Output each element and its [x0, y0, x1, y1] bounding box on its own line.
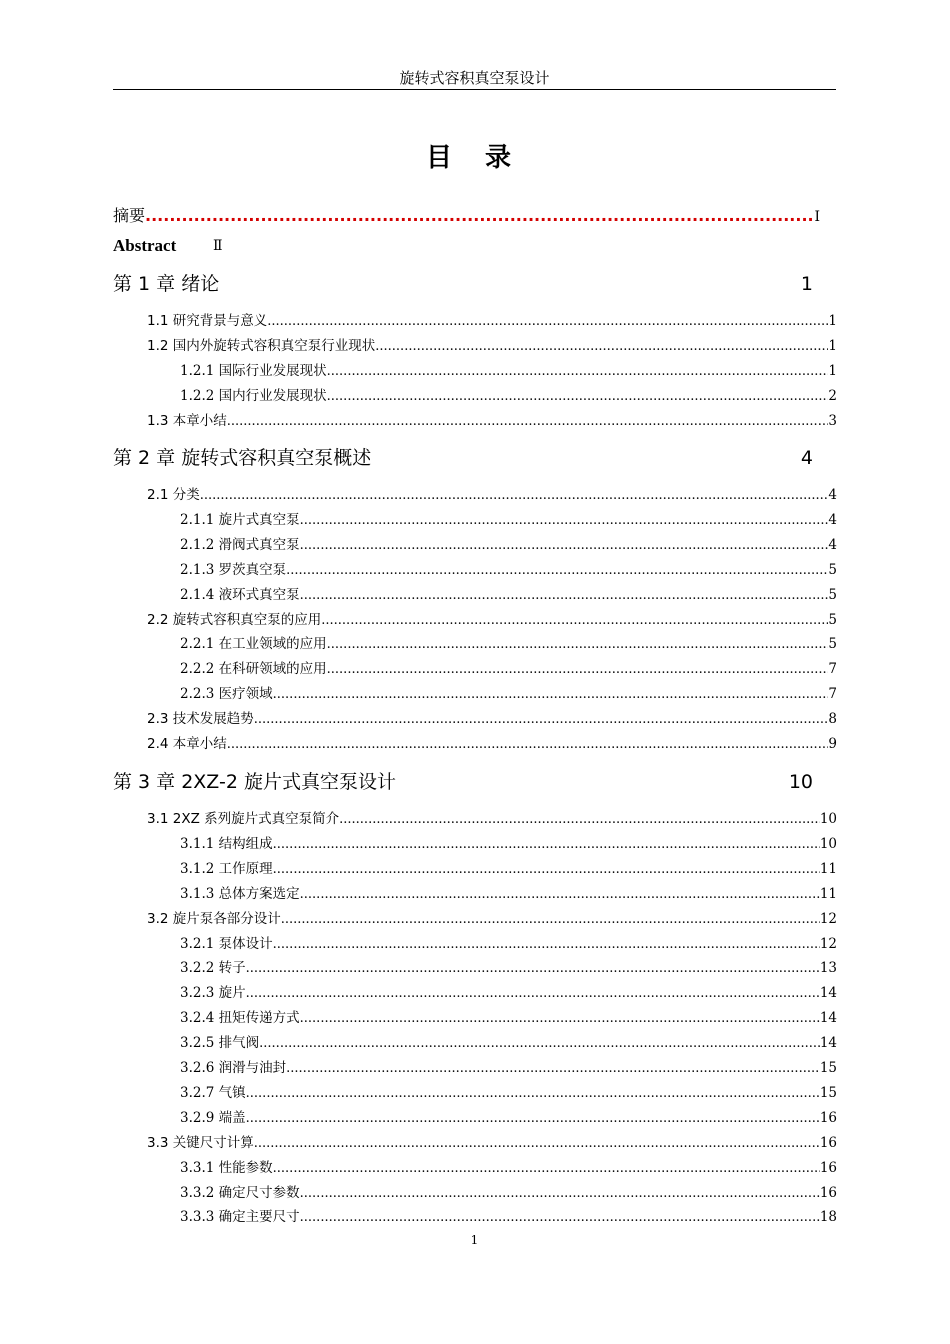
toc-entry-label: 2.1.4 液环式真空泵 — [180, 586, 300, 603]
toc-entry[interactable] — [147, 486, 837, 505]
toc-entry-page: 5 — [828, 561, 837, 578]
toc-chapter-page: 10 — [788, 771, 813, 793]
toc-entry[interactable] — [180, 685, 837, 704]
toc-chapter[interactable] — [113, 769, 813, 795]
toc-entry-label: 3.2.3 旋片 — [180, 985, 246, 1002]
dot-leader — [246, 985, 820, 1003]
dot-leader — [273, 1160, 820, 1178]
dot-leader — [254, 1135, 820, 1153]
toc-entry-label: 2.2.3 医疗领域 — [180, 686, 273, 703]
toc-entry-label: 3.2.9 端盖 — [180, 1109, 246, 1126]
toc-entry-page: Ⅰ — [814, 209, 820, 225]
toc-entry-label: 2.1.1 旋片式真空泵 — [180, 511, 300, 528]
dot-leader — [300, 1185, 820, 1203]
toc-entry-page: 18 — [819, 1209, 837, 1226]
toc-entry[interactable] — [180, 860, 837, 879]
toc-entry-page: 14 — [819, 985, 837, 1002]
dot-leader — [145, 205, 812, 227]
toc-chapter-page: 1 — [800, 273, 813, 295]
toc-entry-label: 3.1.2 工作原理 — [180, 860, 273, 877]
toc-entry[interactable] — [180, 1034, 837, 1053]
toc-entry[interactable] — [180, 1109, 837, 1128]
toc-entry-label: 2.4 本章小结 — [147, 736, 227, 752]
dot-leader — [246, 1110, 820, 1128]
dot-leader — [200, 487, 829, 505]
toc-entry[interactable] — [180, 511, 837, 530]
toc-chapter[interactable] — [113, 445, 813, 471]
toc-entry-page: 11 — [819, 860, 837, 877]
running-header: 旋转式容积真空泵设计 — [399, 69, 550, 87]
toc-entry[interactable] — [180, 1084, 837, 1103]
toc-entry-label: 3.3 关键尺寸计算 — [147, 1134, 254, 1151]
toc-entry-page: 1 — [828, 313, 837, 329]
toc-entry[interactable] — [180, 635, 837, 654]
dot-leader — [375, 338, 828, 356]
dot-leader — [267, 313, 828, 331]
toc-entry[interactable] — [180, 1184, 837, 1203]
toc-entry[interactable] — [180, 561, 837, 580]
toc-entry-abstract-en[interactable]: Abstract — [113, 236, 177, 255]
toc-entry[interactable] — [180, 1159, 837, 1178]
toc-entry-page: 3 — [828, 412, 837, 429]
toc-entry-page: 16 — [819, 1159, 837, 1176]
header-rule — [113, 89, 836, 90]
toc-entry-label: 3.2.6 润滑与油封 — [180, 1060, 287, 1076]
dot-leader — [259, 1035, 820, 1053]
toc-entry-label: 1.2.2 国内行业发展现状 — [180, 387, 327, 404]
toc-entry-label: 3.3.2 确定尺寸参数 — [180, 1184, 300, 1201]
dot-leader — [327, 636, 829, 654]
dot-leader — [273, 836, 820, 854]
dot-leader — [327, 388, 829, 406]
toc-entry-label: 1.2.1 国际行业发展现状 — [180, 362, 327, 379]
toc-entry-page: 14 — [819, 1035, 837, 1052]
toc-entry-label: 3.2.1 泵体设计 — [180, 935, 273, 952]
toc-entry-label: 3.1.3 总体方案选定 — [180, 885, 300, 902]
toc-entry-page: 2 — [828, 387, 837, 404]
toc-entry-abstract-en-page: Ⅱ — [213, 238, 223, 254]
toc-entry[interactable] — [147, 337, 837, 356]
toc-entry-page: 9 — [828, 736, 837, 752]
toc-entry-label: 3.1.1 结构组成 — [180, 835, 273, 852]
toc-entry-page: 10 — [819, 835, 837, 852]
dot-leader — [327, 363, 829, 381]
toc-entry-label: 1.2 国内外旋转式容积真空泵行业现状 — [147, 337, 376, 354]
toc-title: 目 录 — [425, 143, 524, 173]
toc-entry[interactable] — [180, 1208, 837, 1227]
dot-leader — [339, 811, 820, 829]
toc-entry-label: 2.3 技术发展趋势 — [147, 711, 254, 728]
dot-leader — [286, 562, 828, 580]
dot-leader — [300, 512, 829, 530]
toc-entry-page: 7 — [828, 686, 837, 703]
toc-entry-page: 1 — [828, 362, 837, 379]
toc-chapter-label: 第 3 章 2XZ-2 旋片式真空泵设计 — [113, 771, 396, 793]
toc-entry[interactable] — [147, 810, 837, 829]
dot-leader — [246, 960, 820, 978]
toc-entry-label: 2.1.2 滑阀式真空泵 — [180, 536, 300, 553]
dot-leader — [300, 1010, 820, 1028]
toc-entry[interactable] — [147, 910, 837, 929]
toc-entry-page: 4 — [828, 511, 837, 528]
toc-chapter-label: 第 2 章 旋转式容积真空泵概述 — [113, 447, 372, 469]
toc-entry-page: 5 — [828, 636, 837, 653]
dot-leader — [327, 661, 829, 679]
toc-entry-page: 13 — [819, 960, 837, 977]
toc-entry-label: 3.2.4 扭矩传递方式 — [180, 1010, 300, 1027]
toc-entry[interactable] — [180, 984, 837, 1003]
toc-entry-label: 3.2.5 排气阀 — [180, 1035, 260, 1052]
toc-entry-page: 1 — [828, 337, 837, 354]
toc-entry-page: 4 — [828, 536, 837, 553]
dot-leader — [273, 936, 820, 954]
toc-entry-page: 5 — [828, 611, 837, 628]
toc-entry[interactable] — [147, 312, 837, 331]
toc-entry[interactable] — [180, 1009, 837, 1028]
toc-entry-page: 11 — [819, 885, 837, 902]
toc-entry-label: 2.2.2 在科研领域的应用 — [180, 661, 327, 678]
toc-entry-page: 7 — [828, 661, 837, 678]
dot-leader — [300, 886, 820, 904]
toc-entry-label: 3.3.3 确定主要尺寸 — [180, 1209, 300, 1226]
toc-entry-page: 16 — [819, 1134, 837, 1151]
toc-entry[interactable] — [180, 660, 837, 679]
toc-entry[interactable] — [147, 1134, 837, 1153]
toc-entry-label: 3.1 2XZ 系列旋片式真空泵简介 — [147, 811, 340, 827]
toc-entry-abstract-cn[interactable] — [113, 205, 820, 228]
toc-entry-page: 15 — [819, 1084, 837, 1101]
toc-entry[interactable] — [180, 1059, 837, 1078]
toc-entry[interactable] — [180, 835, 837, 854]
toc-entry-label: 2.1.3 罗茨真空泵 — [180, 561, 287, 578]
dot-leader — [300, 537, 829, 555]
toc-entry-label: 2.2.1 在工业领域的应用 — [180, 636, 327, 653]
toc-entry[interactable] — [180, 586, 837, 605]
toc-chapter-page: 4 — [800, 447, 813, 469]
dot-leader — [300, 587, 829, 605]
toc-entry-label: 3.3.1 性能参数 — [180, 1159, 273, 1176]
toc-entry-label: 摘要 — [113, 206, 146, 225]
toc-entry-label: 2.1 分类 — [147, 487, 200, 503]
toc-entry-label: 3.2.7 气镇 — [180, 1084, 246, 1101]
toc-entry-label: 1.3 本章小结 — [147, 412, 227, 429]
toc-entry[interactable] — [180, 935, 837, 954]
page-number: 1 — [470, 1233, 479, 1247]
toc-entry-page: 4 — [828, 487, 837, 503]
toc-entry-label: 2.2 旋转式容积真空泵的应用 — [147, 611, 322, 628]
toc-entry[interactable] — [180, 362, 837, 381]
toc-entry-label: 3.2.2 转子 — [180, 960, 246, 977]
dot-leader — [273, 861, 820, 879]
toc-entry[interactable] — [147, 611, 837, 630]
toc-entry[interactable] — [147, 412, 837, 431]
toc-entry-page: 8 — [828, 711, 837, 728]
toc-entry[interactable] — [147, 710, 837, 729]
toc-entry-label: 3.2 旋片泵各部分设计 — [147, 910, 281, 927]
toc-entry[interactable] — [180, 387, 837, 406]
toc-chapter-label: 第 1 章 绪论 — [113, 273, 220, 295]
toc-entry-page: 5 — [828, 586, 837, 603]
toc-entry-page: 14 — [819, 1010, 837, 1027]
toc-entry-page: 15 — [819, 1060, 837, 1076]
toc-entry-page: 12 — [819, 910, 837, 927]
toc-entry-page: 16 — [819, 1184, 837, 1201]
toc-entry[interactable] — [180, 536, 837, 555]
dot-leader — [281, 911, 820, 929]
dot-leader — [246, 1085, 820, 1103]
dot-leader — [254, 711, 829, 729]
toc-entry[interactable] — [180, 959, 837, 978]
dot-leader — [227, 413, 829, 431]
toc-entry[interactable] — [180, 885, 837, 904]
toc-entry-page: 10 — [819, 811, 837, 827]
toc-entry-label: 1.1 研究背景与意义 — [147, 313, 268, 329]
dot-leader — [286, 1060, 820, 1078]
dot-leader — [300, 1209, 820, 1227]
toc-entry[interactable] — [147, 735, 837, 754]
dot-leader — [227, 736, 829, 754]
toc-entry-page: 12 — [819, 935, 837, 952]
toc-entry-page: 16 — [819, 1109, 837, 1126]
dot-leader — [321, 612, 828, 630]
dot-leader — [273, 686, 829, 704]
toc-chapter[interactable] — [113, 271, 813, 297]
